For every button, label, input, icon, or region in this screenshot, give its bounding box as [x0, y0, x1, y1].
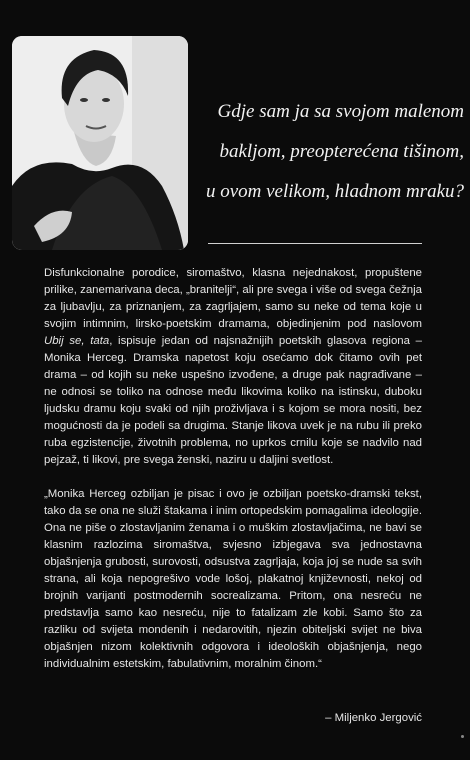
- book-title: Ubij se, tata: [44, 335, 110, 347]
- blurb-text-part: Disfunkcionalne porodice, siromaštvo, klasna nejednakost, propuštene prilike, zanemarivana deca, „branitelji“, ali pre svega i više od svega čežnja za ljubavlju, za priznanjem, za zagrljajem, samo su neke od tema koje u svojim intimnim, lirsko-poetskim dramama, objedinjenim pod naslovom: [44, 267, 422, 330]
- back-cover-text: [44, 265, 422, 673]
- review-paragraph: „Monika Herceg ozbiljan je pisac i ovo je ozbiljan poetsko-dramski tekst, tako da se ona ne služi štakama i inim ortopedskim pomagalima ideologije. Ona ne piše o zlostavljanim ženama i o muškim zlostavljačima, ne bavi se klasnim razlozima siromaštva, svjesno izbjegava sva jednostavna objašnjenja grubosti, surovosti, odsustva zagrljaja, koja joj se nude sa svih strana, ali koja nepogrešivo vode lošoj, plakatnoj književnosti, nekoj od brojnih varijanti postmodernih socrealizama. Pritom, ona nesreću ne predstavlja samo kao nesreću, nije to fatalizam zle kobi. Samo što za razliku od svijeta mondenih i nedarovitih, njezin obiteljski svijet ne biva objašnjen nizom kolektivnih odgovora i ideoloških objašnjenja, nego individualnim estetskim, fabulativnim, moralnim činom.“: [44, 488, 422, 670]
- review-author: – Miljenko Jergović: [325, 712, 422, 724]
- quote-line: u ovom velikom, hladnom mraku?: [205, 181, 464, 202]
- corner-dot: [461, 735, 464, 738]
- quote-line: bakljom, preopterećena tišinom,: [219, 141, 464, 162]
- epigraph-quote: [204, 92, 464, 212]
- author-portrait-photo: [12, 36, 188, 250]
- blurb-text-part: , ispisuje jedan od najsnažnijih poetskih glasova regiona – Monika Herceg. Dramska napetost koju osećamo dok čitamo ovih pet drama – od kojih su neke uspešno izvođene, a druge pak nagrađivane – ne odnosi se toliko na odnose među likovima koliko na istinsku, duboku ljudsku dramu koju svaki od njih proživljava i s kojom se mora nositi, bez mogućnosti da je podeli sa drugima. Stanje likova uvek je na rubu ili preko ruba egzistencije, životnih problema, no uprkos crnilu koje se nadvilo nad pejzaž, ti likovi, pre svega ženski, naziru u daljini svetlost.: [44, 335, 422, 466]
- blurb-paragraph: [44, 265, 422, 469]
- quote-line: Gdje sam ja sa svojom malenom: [217, 101, 464, 122]
- divider-line: [208, 243, 422, 244]
